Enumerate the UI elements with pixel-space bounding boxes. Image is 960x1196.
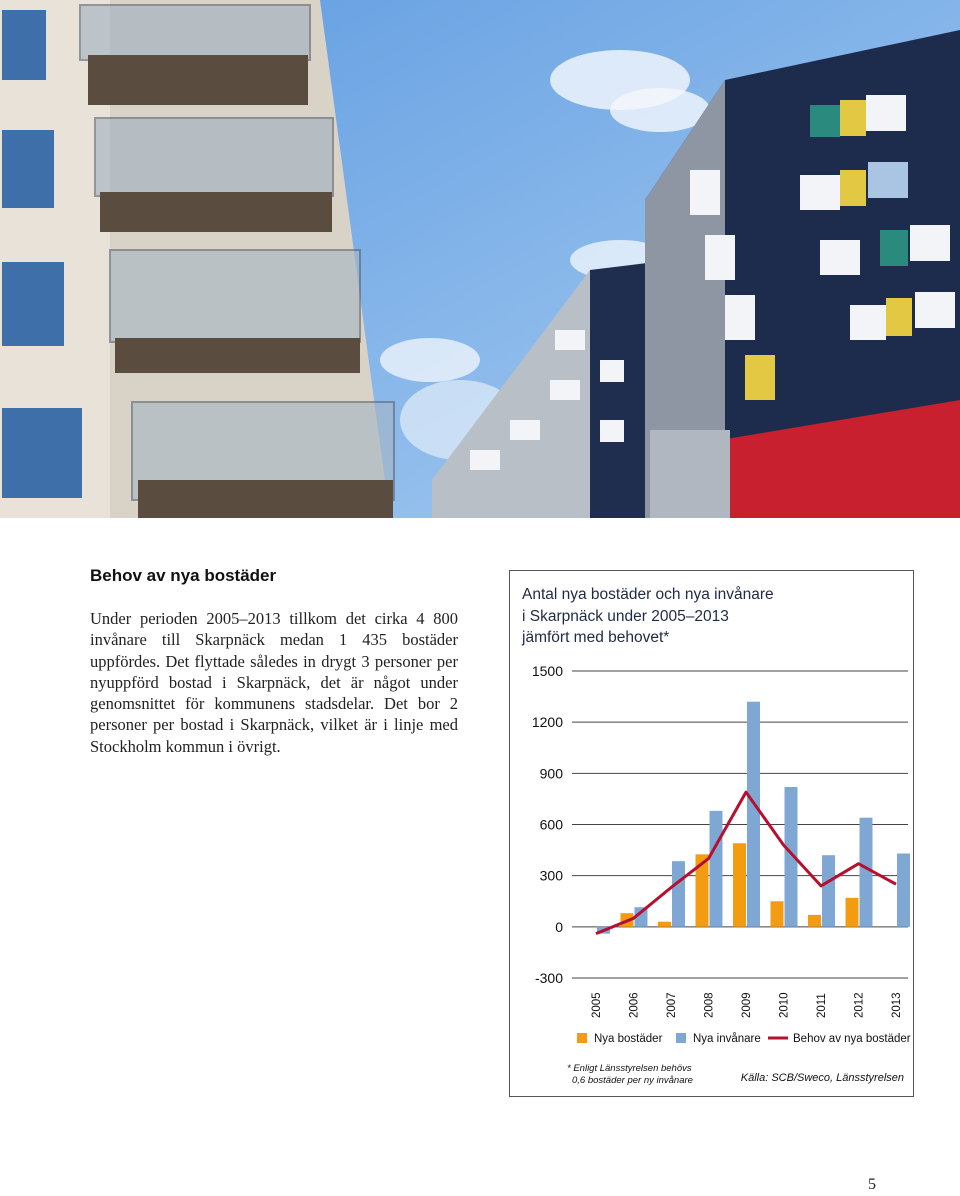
chart-box xyxy=(509,570,914,1097)
x-tick-label: 2006 xyxy=(628,992,641,1018)
bar-nya-bost-der xyxy=(658,922,671,927)
x-tick-label: 2010 xyxy=(778,992,791,1018)
bar-nya-bost-der xyxy=(733,843,746,927)
y-tick-label: 0 xyxy=(555,918,563,935)
y-tick-label: 900 xyxy=(539,765,563,782)
y-tick-label: 600 xyxy=(539,816,563,833)
bar-nya-inv-nare xyxy=(860,818,873,927)
chart-svg xyxy=(510,571,915,1098)
x-tick-label: 2008 xyxy=(703,992,716,1018)
y-tick-label: 300 xyxy=(539,867,563,884)
legend-label: Nya invånare xyxy=(693,1033,761,1045)
bar-nya-inv-nare xyxy=(822,855,835,927)
chart-notes xyxy=(567,1063,904,1086)
legend xyxy=(577,1033,911,1045)
x-tick-label: 2011 xyxy=(816,993,828,1018)
page-number: 5 xyxy=(868,1176,876,1193)
x-tick-label: 2007 xyxy=(666,992,678,1018)
bar-nya-inv-nare xyxy=(710,811,723,927)
legend-label: Behov av nya bostäder xyxy=(793,1033,911,1045)
bar-nya-bost-der xyxy=(771,901,784,927)
footnote-line: 0,6 bostäder per ny invånare xyxy=(572,1075,693,1086)
article-heading: Behov av nya bostäder xyxy=(90,566,277,585)
y-tick-label: 1200 xyxy=(531,714,563,731)
x-tick-label: 2012 xyxy=(853,992,866,1018)
y-tick-label: -300 xyxy=(534,970,563,986)
article-body: Under perioden 2005–2013 tillkom det cirka 4 800 invånare till Skarpnäck medan 1 435 bostäder uppfördes. Det flyttade således in drygt 3 personer per nyuppförd bostad i Skarpnäck, det är något under genomsnittet för kommunens stadsdelar. Det bor 2 personer per bostad i Skarpnäck, vilket är i linje med Stockholm kommun i övrigt. xyxy=(90,609,458,756)
x-tick-label: 2005 xyxy=(591,992,603,1018)
source-label: Källa: SCB/Sweco, Länsstyrelsen xyxy=(740,1072,904,1084)
chart-title-line: jämfört med behovet* xyxy=(522,629,670,646)
bar-nya-inv-nare xyxy=(747,702,760,927)
bars xyxy=(597,702,910,934)
legend-label: Nya bostäder xyxy=(594,1033,663,1045)
bar-nya-inv-nare xyxy=(897,853,910,926)
footnote-line: * Enligt Länsstyrelsen behövs xyxy=(567,1063,692,1074)
y-tick-label: 1500 xyxy=(531,663,563,679)
bar-nya-bost-der xyxy=(846,898,859,927)
bar-nya-inv-nare xyxy=(672,861,685,927)
x-axis xyxy=(591,992,903,1018)
x-tick-label: 2009 xyxy=(741,992,753,1018)
legend-swatch xyxy=(577,1033,587,1043)
apartment-buildings-photo xyxy=(0,0,960,518)
legend-swatch xyxy=(676,1033,686,1043)
x-tick-label: 2013 xyxy=(891,992,903,1018)
chart-title-line: Antal nya bostäder och nya invånare xyxy=(522,586,774,603)
chart-title-line: i Skarpnäck under 2005–2013 xyxy=(522,607,729,625)
bar-nya-bost-der xyxy=(808,915,821,927)
